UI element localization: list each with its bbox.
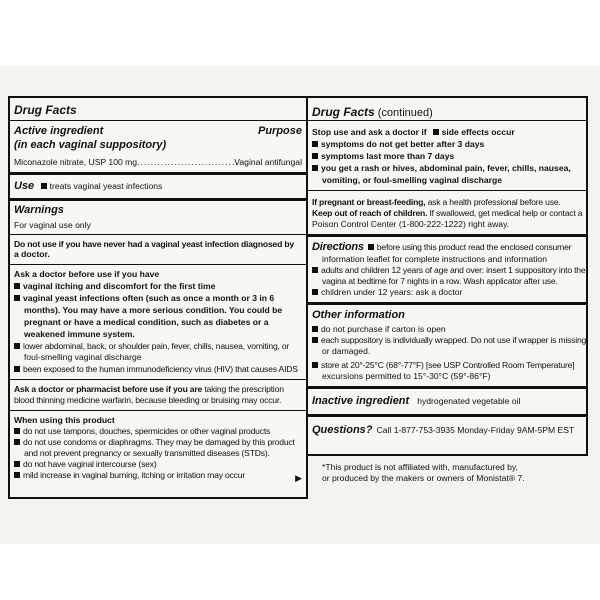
directions-item: children under 12 years: ask a doctor xyxy=(312,287,582,297)
bullet-icon xyxy=(433,129,439,135)
ingredient-line: Miconazole nitrate, USP 100 mg.............................. xyxy=(14,157,239,167)
divider xyxy=(10,379,306,380)
stop-use-line: Stop use and ask a doctor if side effects occur xyxy=(312,127,515,137)
disclaimer-line-1: *This product is not affiliated with, manufactured by, xyxy=(322,462,519,472)
bullet-icon xyxy=(368,244,374,250)
ingredient-purpose: Vaginal antifungal xyxy=(234,157,302,167)
bullet-icon xyxy=(312,267,318,273)
other-info-item: do not purchase if carton is open xyxy=(312,324,582,334)
stop-use-item-cont: vomiting, or foul-smelling vaginal discharge xyxy=(322,175,503,185)
stop-use-item: symptoms last more than 7 days xyxy=(312,151,582,161)
pharmacist-line-2: blood thinning medicine warfarin, because bleeding or bruising may occur. xyxy=(14,395,282,405)
bullet-icon xyxy=(312,141,318,147)
divider xyxy=(10,172,306,175)
use-heading: Use xyxy=(14,180,35,192)
divider xyxy=(308,302,586,305)
warnings-subheading: For vaginal use only xyxy=(14,220,91,230)
divider xyxy=(308,234,586,237)
bullet-icon xyxy=(14,295,20,301)
bullet-icon xyxy=(312,153,318,159)
other-info-item: each suppository is individually wrapped. Do not use if wrapper is missing xyxy=(312,335,582,345)
questions-line: Questions? Call 1-877-753-3935 Monday-Friday 9AM-5PM EST xyxy=(312,424,575,436)
divider xyxy=(10,120,306,121)
directions-line-1: Directions before using this product read the enclosed consumer xyxy=(312,241,572,253)
do-not-use-line-1: Do not use if you have never had a vaginal yeast infection diagnosed by xyxy=(14,239,294,249)
ask-doctor-item-cont: months). You may have a more serious condition. You could be xyxy=(24,305,283,315)
affiliation-disclaimer xyxy=(322,462,592,484)
divider xyxy=(308,120,586,121)
divider xyxy=(308,414,586,417)
directions-item-cont: vagina at bedtime for 7 nights in a row. Wash applicator after use. xyxy=(322,276,558,286)
ask-doctor-item-cont: weakened immune system. xyxy=(24,329,135,339)
reach-of-children-line-2: Poison Control Center (1-800-222-1222) right away. xyxy=(312,219,510,229)
other-info-item: store at 20°-25°C (68°-77°F) [see USP Controlled Room Temperature] xyxy=(312,360,582,370)
drug-facts-title: Drug Facts xyxy=(14,103,77,117)
active-ingredient-subheading: (in each vaginal suppository) xyxy=(14,139,167,151)
purpose-heading: Purpose xyxy=(257,125,302,137)
when-using-item: mild increase in vaginal burning, itching or irritation may occur xyxy=(14,470,302,480)
ask-doctor-item: been exposed to the human immunodeficiency virus (HIV) that causes AIDS xyxy=(14,364,302,374)
ask-doctor-item: lower abdominal, back, or shoulder pain, fever, chills, nausea, vomiting, or xyxy=(14,341,302,351)
drug-facts-continued-title: Drug Facts (continued) xyxy=(312,105,433,119)
bullet-icon xyxy=(14,439,20,445)
bullet-icon xyxy=(14,343,20,349)
other-info-item-cont: excursions permitted to 15°-30°C (59°-86°F) xyxy=(322,371,491,381)
ask-doctor-item: vaginal yeast infections often (such as once a month or 3 in 6 xyxy=(14,293,302,303)
when-using-item: do not have vaginal intercourse (sex) xyxy=(14,459,302,469)
when-using-item: do not use condoms or diaphragms. They may be damaged by this product xyxy=(14,437,302,447)
reach-of-children-line-1: Keep out of reach of children. If swallowed, get medical help or contact a xyxy=(312,208,583,218)
drug-facts-panel-left xyxy=(8,96,308,499)
when-using-item-cont: and not prevent pregnancy or sexually transmitted diseases (STDs). xyxy=(24,448,270,458)
bullet-icon xyxy=(312,289,318,295)
stop-use-item: you get a rash or hives, abdominal pain, fever, chills, nausea, xyxy=(312,163,582,173)
divider xyxy=(308,386,586,389)
divider xyxy=(10,198,306,201)
inactive-ingredient-line: Inactive ingredient hydrogenated vegetable oil xyxy=(312,395,521,407)
ask-doctor-item-cont: pregnant or have a medical condition, such as diabetes or a xyxy=(24,317,269,327)
use-line xyxy=(14,181,302,191)
use-text: treats vaginal yeast infections xyxy=(49,181,163,191)
ask-doctor-item: vaginal itching and discomfort for the first time xyxy=(14,281,302,291)
continue-arrow-icon: ▶ xyxy=(295,473,302,483)
bullet-icon xyxy=(312,165,318,171)
divider xyxy=(10,234,306,235)
pharmacist-line-1: Ask a doctor or pharmacist before use if you are taking the prescription xyxy=(14,384,284,394)
divider xyxy=(308,190,586,191)
when-using-heading: When using this product xyxy=(14,415,115,425)
directions-line-cont: information leaflet for complete instructions and information xyxy=(322,254,547,264)
bullet-icon xyxy=(14,461,20,467)
bullet-icon xyxy=(312,326,318,332)
divider xyxy=(10,264,306,265)
disclaimer-line-2: or produced by the makers or owners of Monistat® 7. xyxy=(322,473,525,483)
divider xyxy=(10,410,306,411)
pregnancy-line: If pregnant or breast-feeding, ask a health professional before use. xyxy=(312,197,561,207)
bullet-icon xyxy=(41,183,47,189)
bullet-icon xyxy=(14,428,20,434)
bullet-icon xyxy=(14,283,20,289)
other-info-item-cont: or damaged. xyxy=(322,346,371,356)
ingredient-name: Miconazole nitrate, USP 100 mg xyxy=(14,157,138,167)
bullet-icon xyxy=(312,337,318,343)
ask-doctor-heading: Ask a doctor before use if you have xyxy=(14,269,160,279)
stop-use-item: symptoms do not get better after 3 days xyxy=(312,139,582,149)
directions-item: adults and children 12 years of age and over: insert 1 suppository into the xyxy=(312,265,582,275)
bullet-icon xyxy=(312,362,318,368)
ask-doctor-item-cont: foul-smelling vaginal discharge xyxy=(24,352,142,362)
do-not-use-line-2: a doctor. xyxy=(14,249,50,259)
bullet-icon xyxy=(14,366,20,372)
warnings-heading: Warnings xyxy=(14,204,64,216)
when-using-item: do not use tampons, douches, spermicides or other vaginal products xyxy=(14,426,302,436)
other-information-heading: Other information xyxy=(312,309,405,321)
active-ingredient-heading: Active ingredient xyxy=(14,125,104,137)
drug-facts-panel-right xyxy=(306,96,588,456)
